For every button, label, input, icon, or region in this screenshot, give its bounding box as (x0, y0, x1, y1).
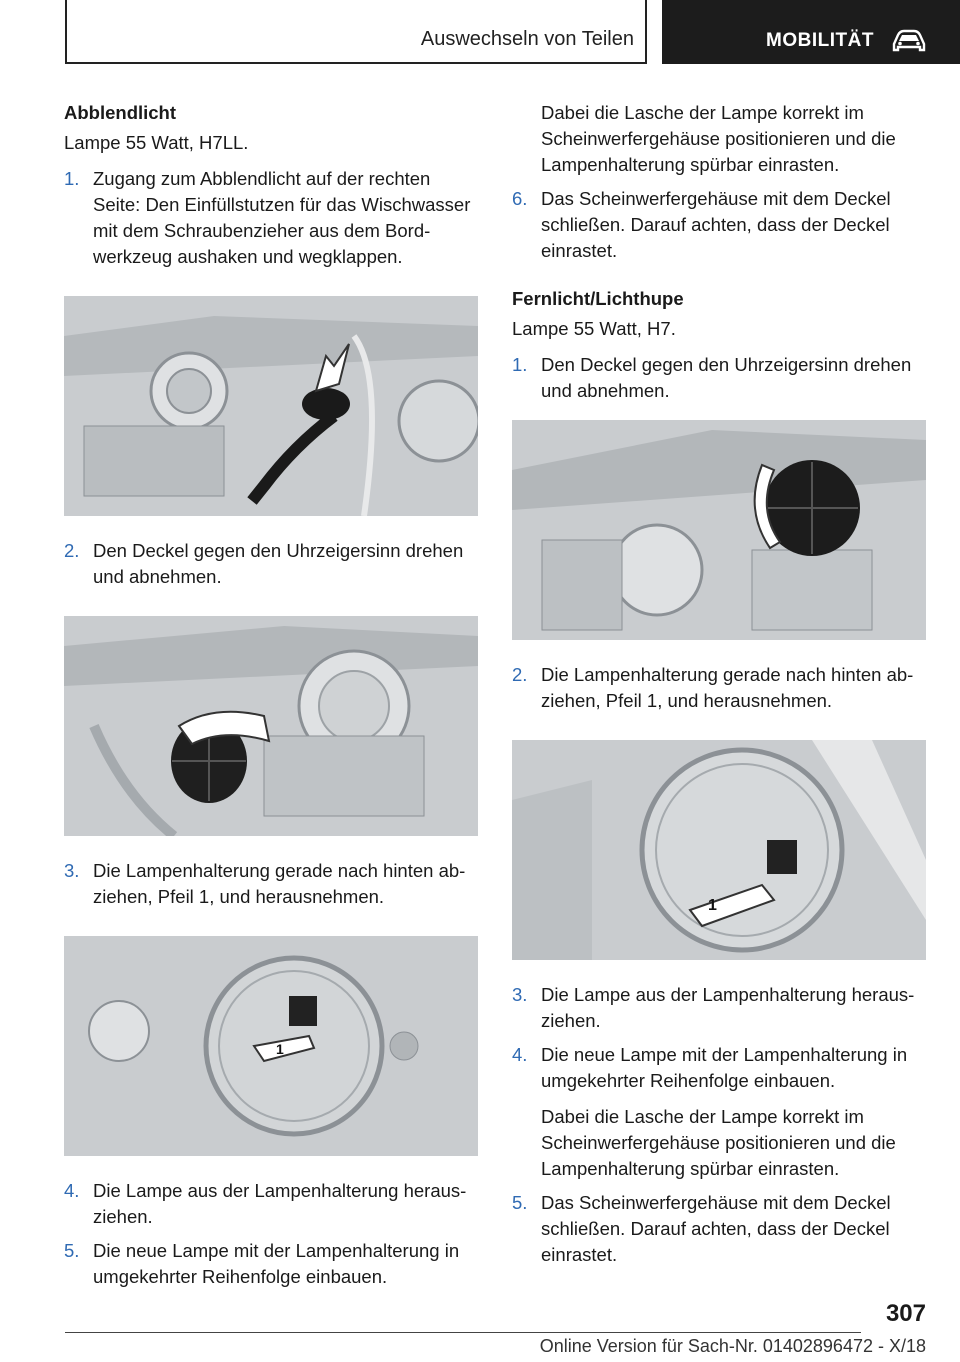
lamp-spec: Lampe 55 Watt, H7. (512, 318, 676, 339)
list-item (512, 352, 926, 404)
step-subtext: Dabei die Lasche der Lampe korrekt im Scheinwerfergehäuse positionieren und die Lampenhalterung spürbar einrasten. (541, 1106, 896, 1179)
step-text: Den Deckel gegen den Uhrzeigersinn drehen und abnehmen. (93, 540, 464, 587)
step-number: 3. (64, 860, 80, 881)
step-number: 3. (512, 984, 528, 1005)
list-item (512, 982, 926, 1034)
list-item (64, 1178, 478, 1230)
arrow-label: 1 (708, 897, 717, 914)
right-column (512, 100, 926, 1276)
step-number: 6. (512, 188, 528, 209)
section-title: Auswechseln von Teilen (420, 28, 634, 50)
chapter-tab[interactable] (662, 0, 960, 64)
header-rule-bottom (65, 62, 647, 64)
page-number: 307 (885, 1300, 926, 1327)
list-item (64, 538, 478, 590)
step-number: 5. (512, 1192, 528, 1213)
illustration-high-beam-cover (512, 420, 926, 640)
step-number: 2. (512, 664, 528, 685)
step-text: Die neue Lampe mit der Lampenhalterung in umgekehrter Reihenfolge einbauen. (93, 1240, 460, 1287)
step-number: 1. (64, 168, 80, 189)
list-item (64, 166, 478, 270)
left-column (64, 100, 478, 1298)
illustration-high-beam-holder (512, 740, 926, 960)
list-item (512, 1042, 926, 1182)
step-number: 2. (64, 540, 80, 561)
heading-fernlicht: Fernlicht/Lichthupe (512, 288, 684, 309)
online-version-note: Online Version für Sach-Nr. 01402896472 - X/18 (539, 1336, 926, 1356)
step-text: Das Scheinwerfergehäuse mit dem Deckel schließen. Darauf achten, dass der Deckel einrastet. (541, 1192, 891, 1265)
list-item (64, 858, 478, 910)
step-number: 4. (64, 1180, 80, 1201)
step-text: Die Lampenhalterung gerade nach hinten abziehen, Pfeil 1, und herausnehmen. (541, 664, 914, 711)
heading-abblendlicht: Abblendlicht (64, 102, 177, 123)
step-text: Die neue Lampe mit der Lampenhalterung in umgekehrter Reihenfolge einbauen. (541, 1044, 908, 1091)
step-number: 5. (64, 1240, 80, 1261)
chapter-label: MOBILITÄT (766, 30, 874, 51)
list-item (512, 186, 926, 264)
step-text: Die Lampe aus der Lampenhalterung herausziehen. (541, 984, 915, 1031)
step-text: Die Lampe aus der Lampenhalterung herausziehen. (93, 1180, 467, 1227)
illustration-lamp-holder (64, 936, 478, 1156)
step-number: 4. (512, 1044, 528, 1065)
step-number: 1. (512, 354, 528, 375)
header-rule-divider (645, 0, 647, 64)
list-item (64, 1238, 478, 1290)
step-text: Die Lampenhalterung gerade nach hinten abziehen, Pfeil 1, und herausnehmen. (93, 860, 466, 907)
illustration-cover-removal (64, 616, 478, 836)
arrow-label: 1 (276, 1041, 284, 1057)
footer-rule (65, 1332, 861, 1333)
step-text: Zugang zum Abblendlicht auf der rechten Seite: Den Einfüllstutzen für das Wischwasser mit dem Schraubenzieher aus dem Bordwerkzeug aushaken und wegklappen. (93, 168, 471, 267)
step-text: Den Deckel gegen den Uhrzeigersinn drehen und abnehmen. (541, 354, 912, 401)
continued-text: Dabei die Lasche der Lampe korrekt im Scheinwerfergehäuse positionieren und die Lampenhalterung spürbar einrasten. (541, 102, 896, 175)
illustration-washer-filler (64, 296, 478, 516)
header-rule-left (65, 0, 67, 64)
lamp-spec: Lampe 55 Watt, H7LL. (64, 132, 249, 153)
list-item (512, 662, 926, 714)
step-text: Das Scheinwerfergehäuse mit dem Deckel schließen. Darauf achten, dass der Deckel einrastet. (541, 188, 891, 261)
list-item (512, 1190, 926, 1268)
car-icon (890, 28, 928, 59)
